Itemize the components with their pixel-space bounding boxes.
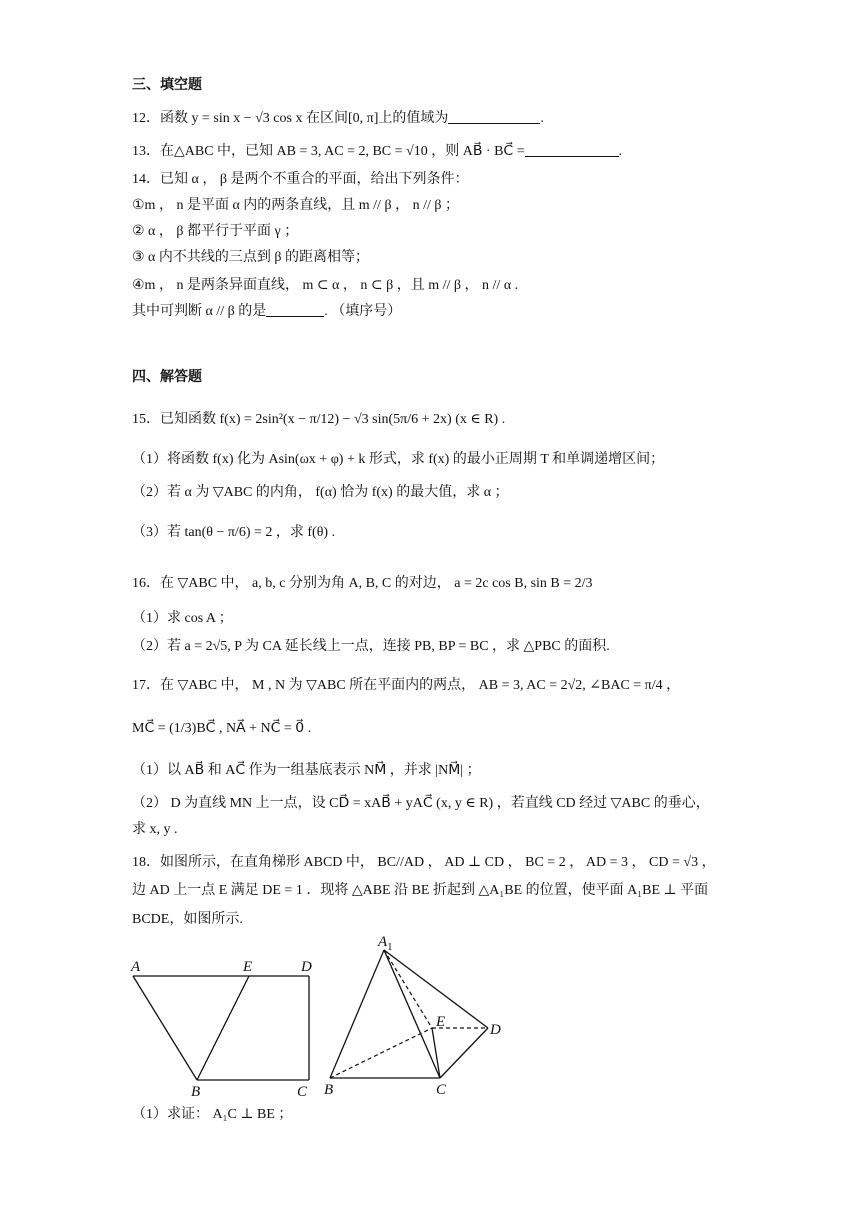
- q15-part-2: （2）若 α 为 ▽ABC 的内角， f(α) 恰为 f(x) 的最大值，求 α ；: [132, 485, 509, 500]
- edge-CD: [440, 1028, 488, 1078]
- label-C: C: [297, 1084, 308, 1100]
- label-A: A: [131, 959, 141, 975]
- section-title-fill-in: 三、填空题: [132, 76, 202, 92]
- edge-A1B: [330, 950, 384, 1078]
- q17-part-2: （2） D 为直线 MN 上一点，设 CD⃗ = xAB⃗ + yAC⃗ (x, y ∈ R) ，若直线 CD 经过 ▽ABC 的垂心，: [132, 796, 710, 811]
- figure-folded-solid: [320, 930, 510, 1102]
- answer-blank: [525, 142, 619, 157]
- q13-text: 13．在△ABC 中，已知 AB = 3, AC = 2, BC = √10 ，则 AB⃗ · BC⃗ =: [132, 144, 525, 159]
- edge-BE: [197, 976, 249, 1080]
- label-A1: $A_1$: [378, 934, 393, 953]
- label-C: C: [436, 1082, 447, 1098]
- q14-condition-4: ④m ， n 是两条异面直线， m ⊂ α ， n ⊂ β ，且 m // β ， n // α .: [132, 278, 519, 293]
- q15-part-3: （3）若 tan(θ − π/6) = 2 ，求 f(θ) .: [132, 525, 336, 540]
- figure-trapezoid: [125, 955, 325, 1100]
- question-18-stem-2: 边 AD 上一点 E 满足 DE = 1 ．现将 △ABE 沿 BE 折起到 △A₁BE 的位置，使平面 A₁BE ⊥ 平面: [132, 883, 709, 898]
- question-18-stem-3: BCDE，如图所示.: [132, 912, 243, 927]
- question-14-stem: 14．已知 α ， β 是两个不重合的平面，给出下列条件：: [132, 172, 469, 187]
- q14-condition-3: ③ α 内不共线的三点到 β 的距离相等；: [132, 250, 370, 265]
- q15-part-1: （1）将函数 f(x) 化为 Asin(ωx + φ) + k 形式，求 f(x) 的最小正周期 T 和单调递增区间；: [132, 452, 665, 467]
- edge-A1E-hidden: [384, 950, 432, 1028]
- q14-condition-2: ② α ， β 都平行于平面 γ ；: [132, 224, 299, 239]
- label-E: E: [436, 1014, 446, 1030]
- question-14-ask: 其中可判断 α // β 的是 . （填序号）: [132, 304, 402, 319]
- label-B: B: [191, 1084, 201, 1100]
- label-D: D: [301, 959, 312, 975]
- q16-part-2: （2）若 a = 2√5, P 为 CA 延长线上一点，连接 PB, BP = BC ，求 △PBC 的面积.: [132, 639, 610, 654]
- answer-blank: [448, 109, 540, 124]
- question-13: 13．在△ABC 中，已知 AB = 3, AC = 2, BC = √10 ，则 AB⃗ · BC⃗ = .: [132, 144, 623, 159]
- question-16-stem: 16．在 ▽ABC 中， a, b, c 分别为角 A, B, C 的对边， a = 2c cos B, sin B = 2/3: [132, 576, 593, 591]
- edge-A1C: [384, 950, 440, 1078]
- label-B: B: [324, 1082, 334, 1098]
- q12-text: 12．函数 y = sin x − √3 cos x 在区间[0, π]上的值域为: [132, 111, 449, 126]
- q18-part-1: （1）求证： A₁C ⊥ BE ；: [132, 1107, 293, 1122]
- q14-condition-1: ①m ， n 是平面 α 内的两条直线，且 m // β ， n // β ；: [132, 198, 459, 213]
- label-D: D: [490, 1022, 501, 1038]
- question-17-stem: 17．在 ▽ABC 中， M , N 为 ▽ABC 所在平面内的两点， AB = 3, AC = 2√2, ∠BAC = π/4 ，: [132, 678, 681, 693]
- section-title-solutions: 四、解答题: [132, 368, 202, 384]
- question-17-stem-2: MC⃗ = (1/3)BC⃗ , NA⃗ + NC⃗ = 0⃗ .: [132, 721, 312, 736]
- q17-part-1: （1）以 AB⃗ 和 AC⃗ 作为一组基底表示 NM⃗ ，并求 |NM⃗| ；: [132, 763, 481, 778]
- edge-AB: [133, 976, 197, 1080]
- q17-part-2-cont: 求 x, y .: [132, 822, 178, 837]
- question-15-stem: 15．已知函数 f(x) = 2sin²(x − π/12) − √3 sin(5π/6 + 2x) (x ∈ R) .: [132, 412, 506, 427]
- edge-BE-hidden: [330, 1028, 432, 1078]
- edge-EC: [432, 1028, 440, 1078]
- question-12: 12．函数 y = sin x − √3 cos x 在区间[0, π]上的值域为 .: [132, 111, 544, 126]
- q16-part-1: （1）求 cos A ；: [132, 611, 233, 626]
- question-18-stem: 18．如图所示，在直角梯形 ABCD 中， BC//AD ， AD ⊥ CD ， BC = 2 ， AD = 3 ， CD = √3 ，: [132, 855, 716, 870]
- answer-blank: [266, 302, 324, 317]
- label-E: E: [243, 959, 253, 975]
